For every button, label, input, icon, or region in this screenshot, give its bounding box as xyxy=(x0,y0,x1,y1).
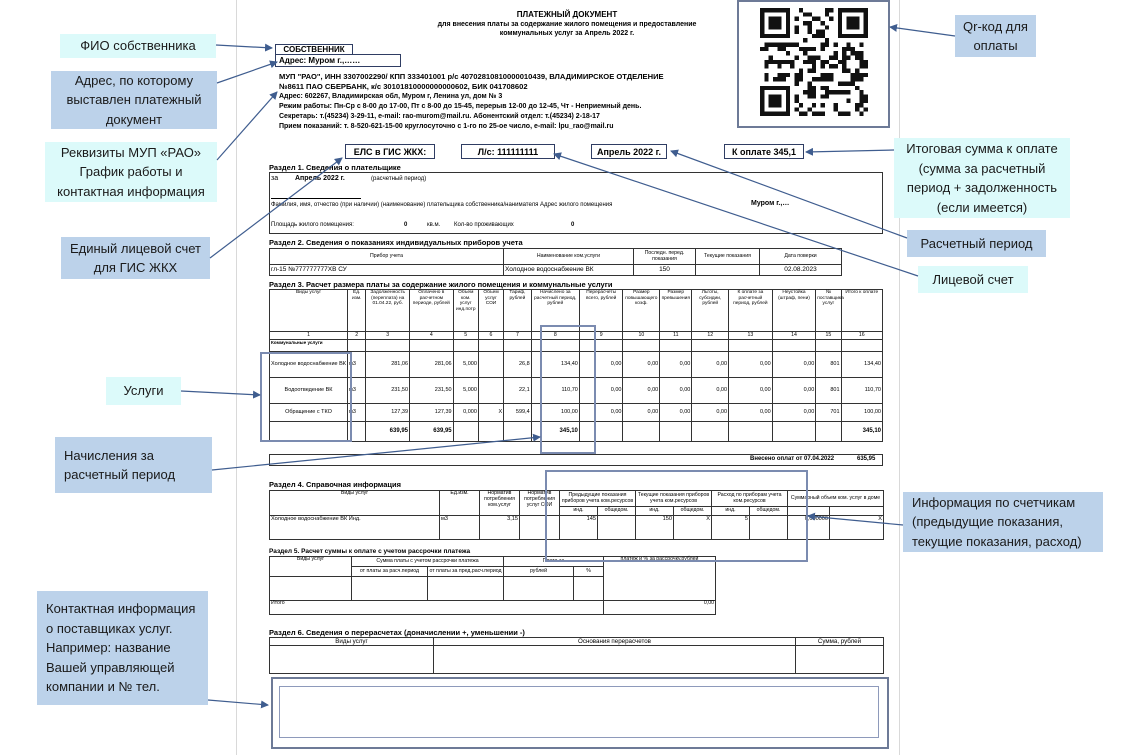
charges-total-cell xyxy=(453,422,478,442)
charges-cell: 0,00 xyxy=(660,378,692,404)
recalc-cell xyxy=(434,646,796,674)
installment-cell xyxy=(504,577,574,601)
callout-services: Услуги xyxy=(106,377,181,405)
charges-header: К оплате за расчетный период, рублей xyxy=(729,290,773,332)
charges-cell: 281,06 xyxy=(366,352,410,378)
charges-group-label: Коммунальные услуги xyxy=(270,340,348,352)
address-value: Адрес: Муром г.,…… xyxy=(279,56,361,65)
charges-cell: 5,000 xyxy=(453,352,478,378)
charges-cell xyxy=(772,340,816,352)
to-pay-box xyxy=(724,144,804,159)
charges-col-number: 9 xyxy=(579,332,623,340)
meters-header: Дата поверки xyxy=(760,249,842,265)
charges-col-number: 14 xyxy=(772,332,816,340)
owner-label: СОБСТВЕННИК xyxy=(283,45,345,54)
charges-col-number: 3 xyxy=(366,332,410,340)
charges-total-cell: 345,10 xyxy=(841,422,882,442)
suppliers-inner xyxy=(279,686,879,738)
qr-code-icon xyxy=(760,8,868,116)
section1-area-unit: кв.м. xyxy=(427,222,441,228)
charges-cell: 0,00 xyxy=(579,404,623,422)
section4-title: Раздел 4. Справочная информация xyxy=(269,480,402,489)
charges-total-cell xyxy=(660,422,692,442)
charges-total-cell: 639,95 xyxy=(366,422,410,442)
reference-subheader: общедом. xyxy=(598,507,636,516)
service-name: Холодное водоснабжение ВК xyxy=(270,352,348,378)
reference-subheader xyxy=(830,507,884,516)
charges-cell: 110,70 xyxy=(841,378,882,404)
reference-cell: Холодное водоснабжение ВК Инд. xyxy=(270,516,440,540)
requisites-block xyxy=(279,72,729,132)
els-box xyxy=(345,144,435,159)
charges-total-cell xyxy=(729,422,773,442)
charges-cell: 281,06 xyxy=(410,352,454,378)
callout-account: Лицевой счет xyxy=(918,266,1028,293)
document-subtitle-2: коммунальных услуг за Апрель 2022 г. xyxy=(499,30,635,37)
service-name: Водоотведение ВК xyxy=(270,378,348,404)
charges-header: Тариф, рублей xyxy=(504,290,532,332)
callout-qr: Qr-код для оплаты xyxy=(955,15,1036,57)
document-subtitle: для внесения платы за содержание жилого помещения и предоставление xyxy=(437,21,697,28)
section1-fio-line: Фамилия, имя, отчество (при наличии) (наименование) плательщика собственника/нанимателя Адрес жилого помещения xyxy=(271,202,613,208)
installment-total-value: 0,00 xyxy=(604,601,716,615)
address-box xyxy=(275,54,401,67)
meters-cell: 02.08.2023 xyxy=(760,265,842,276)
document-title: ПЛАТЕЖНЫЙ ДОКУМЕНТ xyxy=(516,10,618,19)
meters-cell: гл-15 №777777777ХВ СУ xyxy=(270,265,504,276)
charges-cell: м3 xyxy=(348,404,366,422)
charges-cell: 0,00 xyxy=(660,404,692,422)
charges-cell: 5,000 xyxy=(453,378,478,404)
installment-cell xyxy=(574,577,604,601)
callout-accruals: Начисления за расчетный период xyxy=(55,437,212,493)
installment-subheader: рублей xyxy=(504,567,574,577)
charges-cell: 599,4 xyxy=(504,404,532,422)
paid-note: Внесено оплат от 07.04.2022 xyxy=(750,456,835,462)
charges-col-number: 16 xyxy=(841,332,882,340)
charges-cell xyxy=(478,340,503,352)
section1-for-label: за xyxy=(271,175,279,182)
installment-cell xyxy=(270,577,352,601)
charges-cell: 127,39 xyxy=(366,404,410,422)
requisites-line: Секретарь: т.(45234) 3-29-11, e-mail: rao-murom@mail.ru. Абонентский отдел: т.(45234) 2-18-17 xyxy=(279,113,600,120)
charges-cell: 0,00 xyxy=(660,352,692,378)
callout-period: Расчетный период xyxy=(907,230,1046,257)
paid-value: 635,95 xyxy=(857,456,876,462)
recalc-table xyxy=(269,637,884,674)
charges-cell xyxy=(816,340,841,352)
reference-cell: 3,15 xyxy=(480,516,520,540)
requisites-line: Прием показаний: т. 8-520-621-15-00 круглосуточно с 1-го по 25-ое число, e-mail: lpu_rao@mail.ru xyxy=(279,123,614,130)
charges-header: Итого к оплате xyxy=(841,290,882,332)
account-box xyxy=(461,144,555,159)
reference-subheader: общедом. xyxy=(750,507,788,516)
charges-cell xyxy=(478,378,503,404)
charges-cell xyxy=(478,352,503,378)
callout-meters: Информация по счетчикам (предыдущие показания, текущие показания, расход) xyxy=(903,492,1103,552)
requisites-line: №8611 ПАО СБЕРБАНК, к/с 30101810000000000602, БИК 041708602 xyxy=(279,82,528,91)
charges-cell: 0,00 xyxy=(579,352,623,378)
charges-cell: 231,50 xyxy=(366,378,410,404)
callout-els: Единый лицевой счет для ГИС ЖКХ xyxy=(61,237,210,279)
charges-cell: 0,00 xyxy=(692,378,729,404)
reference-cell: Х xyxy=(674,516,712,540)
charges-cell: 0,00 xyxy=(623,404,660,422)
charges-cell: 0,00 xyxy=(729,404,773,422)
section5-title: Раздел 5. Расчет суммы к оплате с учетом рассрочки платежа xyxy=(269,548,471,555)
charges-header: Ед. изм. xyxy=(348,290,366,332)
charges-total-cell xyxy=(692,422,729,442)
charges-cell xyxy=(660,340,692,352)
section1-for-value: Апрель 2022 г. xyxy=(295,175,345,182)
charges-cell: 110,70 xyxy=(531,378,579,404)
to-pay-value: К оплате 345,1 xyxy=(731,146,797,157)
charges-total-cell xyxy=(816,422,841,442)
reference-header: Норматив потребления ком.услуг xyxy=(480,491,520,516)
charges-header: Начислено за расчетный период, рублей xyxy=(531,290,579,332)
callout-suppliers: Контактная информация о поставщиках услуг. Например: название Вашей управляющей компании и № тел. xyxy=(37,591,208,705)
charges-cell: 0,00 xyxy=(692,352,729,378)
charges-cell: 0,00 xyxy=(729,378,773,404)
charges-cell xyxy=(410,340,454,352)
callout-requisites: Реквизиты МУП «РАО» График работы и контактная информация xyxy=(45,142,217,202)
charges-cell xyxy=(366,340,410,352)
charges-col-number: 13 xyxy=(729,332,773,340)
section2-title: Раздел 2. Сведения о показаниях индивидуальных приборов учета xyxy=(269,238,523,247)
reference-header: Расход по приборам учета ком.ресурсов xyxy=(712,491,788,507)
reference-cell: 150 xyxy=(636,516,674,540)
charges-cell: 0,00 xyxy=(772,378,816,404)
charges-cell xyxy=(729,340,773,352)
section3-title: Раздел 3. Расчет размера платы за содержание жилого помещения и коммунальные услуги xyxy=(269,280,613,289)
installment-cell xyxy=(428,577,504,601)
installment-total-label: Итого xyxy=(270,601,604,615)
section6-title: Раздел 6. Сведения о перерасчетах (доначислении +, уменьшении -) xyxy=(269,628,525,637)
charges-cell: 231,50 xyxy=(410,378,454,404)
period-value: Апрель 2022 г. xyxy=(596,146,662,157)
section1-title: Раздел 1. Сведения о плательщике xyxy=(269,163,401,172)
charges-total-cell xyxy=(772,422,816,442)
charges-cell xyxy=(504,340,532,352)
charges-cell xyxy=(623,340,660,352)
charges-cell: 0,00 xyxy=(623,378,660,404)
callout-address: Адрес, по которому выставлен платежный документ xyxy=(51,71,217,129)
account-value: Л/с: 111111111 xyxy=(477,146,539,157)
meters-header: Текущие показания xyxy=(696,249,760,265)
meters-highlight xyxy=(545,470,808,562)
charges-header: Перерасчеты всего, рублей xyxy=(579,290,623,332)
charges-cell: 0,00 xyxy=(692,404,729,422)
charges-cell: 26,8 xyxy=(504,352,532,378)
installment-header: платеж и % за рассрочку,рублей xyxy=(604,557,716,601)
charges-header: Размер превышения xyxy=(660,290,692,332)
requisites-line: МУП "РАО", ИНН 3307002290/ КПП 333401001 р/с 40702810810000010439, ВЛАДИМИРСКОЕ ОТДЕЛЕНИЕ xyxy=(279,72,664,81)
charges-col-number: 5 xyxy=(453,332,478,340)
reference-cell: 0,000000 xyxy=(788,516,830,540)
section1-area-label: Площадь жилого помещения: xyxy=(271,222,354,228)
reference-cell: 145 xyxy=(560,516,598,540)
meters-header: Прибор учета xyxy=(270,249,504,265)
charges-cell: 701 xyxy=(816,404,841,422)
services-highlight xyxy=(260,352,352,442)
installment-subheader: от платы за пред.расч.период xyxy=(428,567,504,577)
charges-col-number: 6 xyxy=(478,332,503,340)
charges-total-cell xyxy=(623,422,660,442)
reference-header: Суммарный объем ком. услуг в доме xyxy=(788,491,884,507)
els-label: ЕЛС в ГИС ЖКХ: xyxy=(353,146,427,157)
reference-subheader: инд. xyxy=(560,507,598,516)
reference-subheader: общедом. xyxy=(674,507,712,516)
charges-cell: 100,00 xyxy=(841,404,882,422)
installment-header: Виды услуг xyxy=(270,557,352,577)
charges-header: Оплачено в расчетном периоде, рублей xyxy=(410,290,454,332)
charges-col-number: 11 xyxy=(660,332,692,340)
recalc-header: Виды услуг xyxy=(270,638,434,646)
charges-total-cell xyxy=(478,422,503,442)
period-box xyxy=(591,144,667,159)
charges-cell: м3 xyxy=(348,352,366,378)
charges-cell xyxy=(841,340,882,352)
reference-cell: м3 xyxy=(440,516,480,540)
charges-header: Задолженность (переплата) на 01.04.22, руб. xyxy=(366,290,410,332)
charges-col-number: 12 xyxy=(692,332,729,340)
charges-cell: 0,00 xyxy=(772,404,816,422)
section1-period-label: (расчетный период) xyxy=(371,176,427,182)
charges-cell: 801 xyxy=(816,378,841,404)
charges-total-cell: 345,10 xyxy=(531,422,579,442)
reference-subheader: инд. xyxy=(712,507,750,516)
charges-cell: 22,1 xyxy=(504,378,532,404)
charges-header: Льготы, субсидии, рублей xyxy=(692,290,729,332)
charges-cell: 100,00 xyxy=(531,404,579,422)
recalc-cell xyxy=(270,646,434,674)
recalc-header: Сумма, рублей xyxy=(796,638,884,646)
meters-cell xyxy=(696,265,760,276)
charges-col-number: 10 xyxy=(623,332,660,340)
charges-cell: 127,39 xyxy=(410,404,454,422)
installment-header: Плата за xyxy=(504,557,604,567)
requisites-line: Адрес: 602267, Владимирская обл, Муром г, Ленина ул, дом № 3 xyxy=(279,93,503,100)
meters-cell: 150 xyxy=(634,265,696,276)
charges-header: Виды услуг xyxy=(270,290,348,332)
charges-cell: 801 xyxy=(816,352,841,378)
section1-fio-value: Муром г.,… xyxy=(751,200,790,207)
meters-header: Последн. перед. показания xyxy=(634,249,696,265)
charges-cell xyxy=(348,340,366,352)
section1-residents-label: Кол-во проживающих xyxy=(454,222,514,228)
charges-cell: 134,40 xyxy=(841,352,882,378)
charges-col-number: 2 xyxy=(348,332,366,340)
charges-cell xyxy=(692,340,729,352)
section1-underline xyxy=(271,198,361,199)
callout-owner-fio: ФИО собственника xyxy=(60,34,216,58)
charges-header: Объем ком. услуг инд.потр xyxy=(453,290,478,332)
meters-cell: Холодное водоснабжение ВК xyxy=(504,265,634,276)
meters-header: Наименование ком.услуги xyxy=(504,249,634,265)
charges-cell: м3 xyxy=(348,378,366,404)
section1-area-value: 0 xyxy=(404,222,408,228)
charges-cell: 0,00 xyxy=(623,352,660,378)
reference-header: Норматив потребления услуг СОИ xyxy=(520,491,560,516)
reference-cell: Х xyxy=(830,516,884,540)
accruals-highlight xyxy=(540,325,596,454)
service-name: Обращение с ТКО xyxy=(270,404,348,422)
meters-table xyxy=(269,248,842,276)
reference-subheader: инд. xyxy=(636,507,674,516)
requisites-line: Режим работы: Пн-Ср с 8-00 до 17-00, Пт с 8-00 до 15-45, перерыв 12-00 до 12-45, Чт - Неприемный день. xyxy=(279,103,642,110)
charges-total-cell xyxy=(504,422,532,442)
installment-subheader: от платы за расч.период xyxy=(352,567,428,577)
charges-cell: 0,00 xyxy=(772,352,816,378)
section1-residents-value: 0 xyxy=(571,222,575,228)
reference-cell: 5 xyxy=(712,516,750,540)
charges-cell: 0,000 xyxy=(453,404,478,422)
recalc-header: Основания перерасчетов xyxy=(434,638,796,646)
installment-header: Сумма платы с учетом рассрочки платежа xyxy=(352,557,504,567)
installment-cell xyxy=(352,577,428,601)
charges-col-number: 4 xyxy=(410,332,454,340)
installment-subheader: % xyxy=(574,567,604,577)
installment-right xyxy=(601,556,715,616)
callout-total: Итоговая сумма к оплате (сумма за расчетный период + задолженность (если имеется) xyxy=(894,138,1070,218)
recalc-cell xyxy=(796,646,884,674)
charges-col-number: 1 xyxy=(270,332,348,340)
reference-header: Виды услуг xyxy=(270,491,440,516)
charges-cell xyxy=(453,340,478,352)
charges-cell: 134,40 xyxy=(531,352,579,378)
charges-col-number: 8 xyxy=(531,332,579,340)
charges-col-number: 7 xyxy=(504,332,532,340)
charges-total-cell: 639,95 xyxy=(410,422,454,442)
charges-col-number: 15 xyxy=(816,332,841,340)
reference-header: Ед.изм. xyxy=(440,491,480,516)
charges-cell: 0,00 xyxy=(579,378,623,404)
reference-header: Предыдущие показания приборов учета ком.ресурсов xyxy=(560,491,636,507)
charges-header: Неустойка (штраф, пени) xyxy=(772,290,816,332)
charges-cell: Х xyxy=(478,404,503,422)
charges-cell: 0,00 xyxy=(729,352,773,378)
charges-header: Объем услуг СОИ xyxy=(478,290,503,332)
charges-header: № поставщика услуг xyxy=(816,290,841,332)
charges-header: Размер повышающего коэф. xyxy=(623,290,660,332)
reference-header: Текущие показания приборов учета ком.ресурсов xyxy=(636,491,712,507)
